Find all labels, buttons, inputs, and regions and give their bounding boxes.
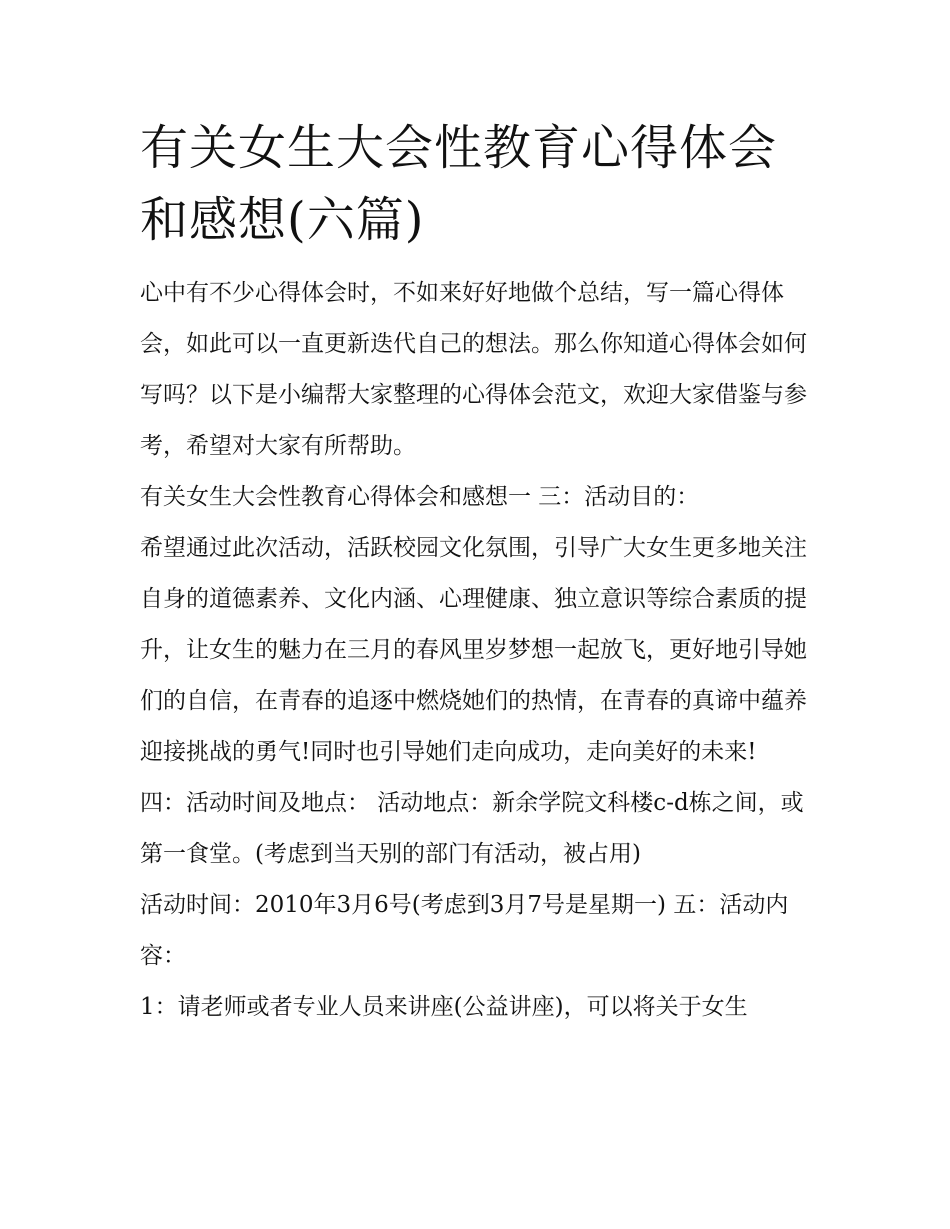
section-heading-paragraph: 有关女生大会性教育心得体会和感想一 三：活动目的： <box>140 484 700 510</box>
document-body <box>140 112 820 1033</box>
activity-time-paragraph: 活动时间：2010年3月6号(考虑到3月7号是星期一) 五：活动内容： <box>140 892 789 969</box>
content-item-paragraph: 1：请老师或者专业人员来讲座(公益讲座)，可以将关于女生 <box>140 994 748 1020</box>
intro-paragraph: 心中有不少心得体会时，不如来好好地做个总结，写一篇心得体会，如此可以一直更新迭代自己的想法。那么你知道心得体会如何写吗？以下是小编帮大家整理的心得体会范文，欢迎大家借鉴与参考，希望对大家有所帮助。 <box>140 280 807 459</box>
purpose-paragraph: 希望通过此次活动，活跃校园文化氛围，引导广大女生更多地关注自身的道德素养、文化内涵、心理健康、独立意识等综合素质的提升，让女生的魅力在三月的春风里岁梦想一起放飞，更好地引导她们的自信，在青春的追逐中燃烧她们的热情，在青春的真谛中蕴养迎接挑战的勇气!同时也引导她们走向成功，走向美好的未来! <box>140 535 807 765</box>
time-location-paragraph: 四：活动时间及地点： 活动地点：新余学院文科楼c-d栋之间，或第一食堂。(考虑到当天别的部门有活动，被占用) <box>140 790 804 867</box>
document-title: 有关女生大会性教育心得体会和感想(六篇) <box>140 120 778 248</box>
